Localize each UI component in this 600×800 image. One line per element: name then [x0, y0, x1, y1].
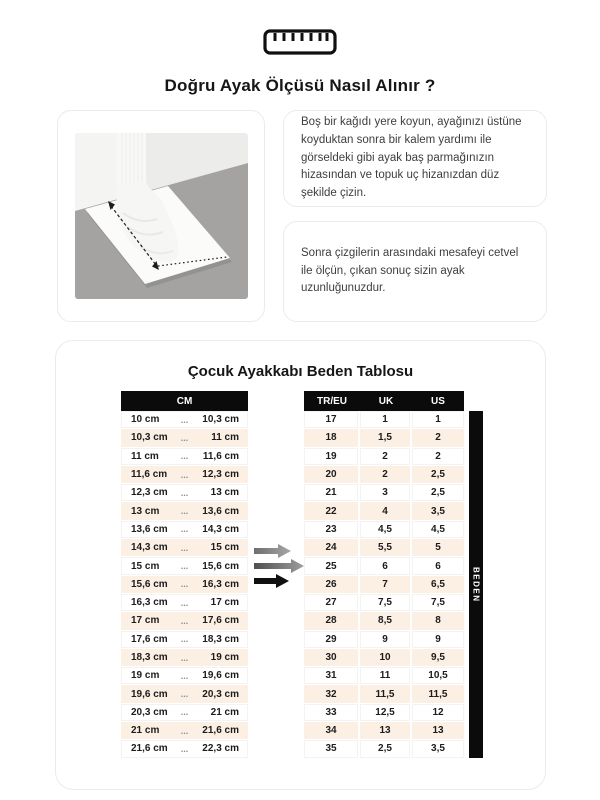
table-row: [304, 667, 464, 684]
table-cell: 17: [304, 411, 358, 428]
table-cell: ...: [180, 670, 189, 681]
table-cell: 3,5: [412, 502, 464, 519]
table-cell: 30: [304, 649, 358, 666]
table-cell: 21 cm: [131, 725, 160, 737]
table-cell: 11: [360, 667, 410, 684]
table-cell: 6: [412, 557, 464, 574]
table-cell: 10,5: [412, 667, 464, 684]
table-cell: ...: [180, 561, 189, 572]
table-cell: 13,6 cm: [131, 523, 168, 535]
table-cell: 19 cm: [210, 652, 239, 663]
table-cell: 4: [360, 502, 410, 519]
table-cell: 21,6 cm: [202, 725, 239, 737]
table-row: [121, 576, 248, 593]
table-cell: ...: [180, 579, 189, 590]
intl-size-table: [304, 391, 464, 759]
table-cell: ...: [180, 506, 189, 517]
table-row: [121, 502, 248, 519]
table-cell: 14,3 cm: [202, 523, 239, 535]
table-cell: 17 cm: [210, 597, 239, 609]
table-cell: 31: [304, 667, 358, 684]
table-row: [121, 722, 248, 739]
table-cell: 19 cm: [131, 670, 160, 682]
table-row: [304, 576, 464, 593]
table-cell: ...: [180, 689, 189, 700]
table-cell: 1: [412, 411, 464, 428]
table-cell: 8: [412, 612, 464, 629]
table-cell: ...: [180, 414, 189, 425]
table-row: [304, 429, 464, 446]
table-cell: 10,3 cm: [202, 414, 239, 426]
table-row: [304, 594, 464, 611]
table-cell: 28: [304, 612, 358, 629]
table-row: [121, 429, 248, 446]
table-cell: 18,3 cm: [202, 633, 239, 645]
table-cell: 10 cm: [131, 414, 160, 426]
table-row: [304, 521, 464, 538]
table-cell: 2: [412, 429, 464, 446]
table-cell: 11 cm: [211, 432, 239, 444]
page-header: [0, 28, 600, 96]
table-cell: 11,6 cm: [202, 450, 239, 462]
header-us: US: [431, 395, 445, 407]
table-cell: 16,3 cm: [202, 578, 239, 590]
table-cell: 21,6 cm: [131, 743, 168, 755]
table-row: [304, 557, 464, 574]
beden-side-bar: [469, 411, 483, 758]
table-cell: ...: [180, 432, 189, 443]
table-cell: 2: [360, 466, 410, 483]
table-cell: 20,3 cm: [202, 688, 239, 700]
intl-table-header: [304, 391, 464, 411]
header-tr-eu: TR/EU: [317, 395, 347, 407]
table-cell: 12,3 cm: [131, 487, 168, 499]
instruction-step-1-text: Boş bir kağıdı yere koyun, ayağınızı üstüne koyduktan sonra bir kalem yardımı ile görseldeki gibi ayak baş parmağınızın hizasından ve topuk uç hizanızdan düz şekilde çizin.: [301, 115, 522, 200]
table-cell: 15,6 cm: [202, 560, 239, 572]
table-cell: 18: [304, 429, 358, 446]
table-cell: 6: [360, 557, 410, 574]
instruction-step-1-card: [283, 110, 547, 207]
table-cell: ...: [180, 615, 189, 626]
table-row: [121, 466, 248, 483]
table-cell: 35: [304, 740, 358, 757]
instruction-step-2-card: [283, 221, 547, 322]
beden-label: BEDEN: [471, 566, 481, 603]
table-cell: 1: [360, 411, 410, 428]
ruler-icon: [0, 28, 600, 56]
table-cell: ...: [180, 487, 189, 498]
table-cell: ...: [180, 451, 189, 462]
table-row: [121, 631, 248, 648]
table-cell: 2,5: [412, 466, 464, 483]
table-row: [121, 521, 248, 538]
table-row: [304, 685, 464, 702]
table-cell: 5: [412, 539, 464, 556]
table-cell: 2: [360, 448, 410, 465]
table-cell: 13 cm: [210, 487, 239, 499]
table-cell: ...: [180, 634, 189, 645]
table-row: [121, 557, 248, 574]
size-table-title: Çocuk Ayakkabı Beden Tablosu: [187, 363, 414, 380]
table-cell: 12: [412, 704, 464, 721]
table-row: [121, 484, 248, 501]
table-cell: 11,5: [360, 685, 410, 702]
table-row: [121, 594, 248, 611]
table-cell: 7: [360, 576, 410, 593]
table-cell: ...: [180, 597, 189, 608]
table-cell: 2,5: [360, 740, 410, 757]
table-cell: 17,6 cm: [202, 615, 239, 627]
table-cell: 19,6 cm: [131, 688, 168, 700]
table-cell: 17,6 cm: [131, 633, 168, 645]
table-row: [304, 539, 464, 556]
table-cell: 3,5: [412, 740, 464, 757]
table-cell: 11 cm: [131, 450, 159, 462]
table-row: [304, 631, 464, 648]
table-cell: 15,6 cm: [131, 578, 168, 590]
table-cell: 1,5: [360, 429, 410, 446]
table-cell: 18,3 cm: [131, 652, 168, 663]
table-cell: 2: [412, 448, 464, 465]
table-row: [304, 722, 464, 739]
table-cell: 9: [412, 631, 464, 648]
table-cell: 13: [360, 722, 410, 739]
intl-table-rows: [304, 411, 464, 758]
page-title: Doğru Ayak Ölçüsü Nasıl Alınır ?: [164, 76, 436, 95]
table-cell: 4,5: [412, 521, 464, 538]
table-row: [121, 704, 248, 721]
table-cell: 17 cm: [131, 615, 160, 627]
table-row: [304, 740, 464, 757]
table-cell: ...: [180, 743, 189, 754]
table-row: [304, 612, 464, 629]
cm-table-header: CM: [121, 391, 248, 411]
cm-table-rows: [121, 411, 248, 758]
table-cell: 7,5: [412, 594, 464, 611]
table-cell: 13 cm: [131, 505, 160, 517]
instruction-step-2-text: Sonra çizgilerin arasındaki mesafeyi cetvel ile ölçün, çıkan sonuç sizin ayak uzunluğunuzdur.: [301, 246, 519, 295]
table-cell: 11,5: [412, 685, 464, 702]
table-row: [121, 740, 248, 757]
table-cell: 5,5: [360, 539, 410, 556]
table-cell: 11,6 cm: [131, 469, 168, 481]
table-cell: 26: [304, 576, 358, 593]
table-cell: 13: [412, 722, 464, 739]
table-cell: 22: [304, 502, 358, 519]
table-cell: 33: [304, 704, 358, 721]
conversion-arrows-icon: [252, 541, 306, 591]
table-cell: 16,3 cm: [131, 597, 168, 609]
table-row: [121, 411, 248, 428]
table-cell: 19,6 cm: [202, 670, 239, 682]
table-row: [121, 612, 248, 629]
size-table-card: [55, 340, 546, 790]
table-cell: 20: [304, 466, 358, 483]
table-row: [121, 685, 248, 702]
table-cell: 9: [360, 631, 410, 648]
table-row: [121, 667, 248, 684]
table-cell: 2,5: [412, 484, 464, 501]
table-cell: 4,5: [360, 521, 410, 538]
table-row: [304, 466, 464, 483]
table-cell: 14,3 cm: [131, 542, 168, 554]
table-cell: 13,6 cm: [202, 505, 239, 517]
table-cell: 21: [304, 484, 358, 501]
table-cell: 21 cm: [210, 706, 239, 718]
table-cell: 15 cm: [210, 542, 239, 554]
table-cell: 20,3 cm: [131, 706, 168, 718]
table-row: [304, 704, 464, 721]
table-cell: 19: [304, 448, 358, 465]
table-cell: 12,5: [360, 704, 410, 721]
table-cell: 22,3 cm: [202, 743, 239, 755]
table-row: [304, 411, 464, 428]
table-row: [304, 502, 464, 519]
table-cell: ...: [180, 652, 189, 663]
table-row: [121, 448, 248, 465]
table-cell: 29: [304, 631, 358, 648]
table-cell: 27: [304, 594, 358, 611]
table-cell: ...: [180, 707, 189, 718]
foot-measurement-photo: [75, 133, 248, 299]
table-cell: 25: [304, 557, 358, 574]
table-cell: 32: [304, 685, 358, 702]
header-uk: UK: [378, 395, 394, 407]
table-cell: 10,3 cm: [131, 432, 168, 444]
table-cell: ...: [180, 524, 189, 535]
table-cell: 12,3 cm: [202, 469, 239, 481]
table-cell: ...: [180, 725, 189, 736]
table-cell: 34: [304, 722, 358, 739]
table-cell: ...: [180, 469, 189, 480]
table-cell: 7,5: [360, 594, 410, 611]
table-row: [121, 539, 248, 556]
table-cell: ...: [180, 542, 189, 553]
table-cell: 3: [360, 484, 410, 501]
table-row: [304, 484, 464, 501]
table-cell: 24: [304, 539, 358, 556]
table-row: [121, 649, 248, 666]
table-cell: 8,5: [360, 612, 410, 629]
table-cell: 10: [360, 649, 410, 666]
table-cell: 23: [304, 521, 358, 538]
table-cell: 15 cm: [131, 560, 160, 572]
measurement-photo-card: [57, 110, 265, 322]
table-cell: 6,5: [412, 576, 464, 593]
table-row: [304, 649, 464, 666]
table-row: [304, 448, 464, 465]
table-cell: 9,5: [412, 649, 464, 666]
cm-table: [121, 391, 248, 759]
